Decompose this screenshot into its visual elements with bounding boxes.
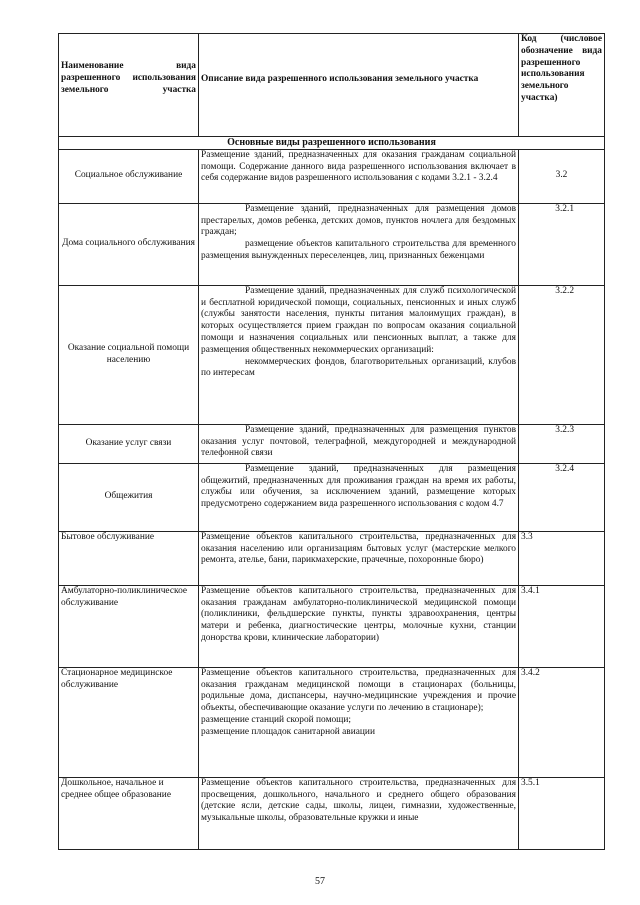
page-number: 57 [315,876,325,887]
row-description [199,285,519,424]
row-description-text: Размещение объектов капитального строительства, предназначенных для оказания гражданам амбулаторно-поликлинической медицинской помощи (поликлиники, фельдшерские пункты, пункты здравоохранения, центры матери и ребенка, диагностические центры, молочные кухни, станции донорства крови, клинические лаборатории) [201,585,516,643]
header-col-code: Код (числовое обозначение вида разрешенного использования земельного участка) [519,34,605,137]
section-row [59,137,605,150]
header-col-description: Описание вида разрешенного использования земельного участка [199,34,519,137]
row-name: Бытовое обслуживание [59,531,199,585]
table-row [59,667,605,777]
row-code: 3.3 [519,531,605,585]
land-use-table [58,33,605,850]
table-row [59,777,605,849]
row-description [199,667,519,777]
row-code: 3.2.4 [519,463,605,531]
row-description [199,149,519,203]
row-description-text: Размещение зданий, предназначенных для размещения общежитий, предназначенных для проживания граждан на время их работы, службы или обучения, за исключением зданий, размещение которых предусмотрено содержанием вида разрешенного использования с кодом 4.7 [201,463,516,510]
row-description [199,531,519,585]
row-description-text: Размещение зданий, предназначенных для размещения домов престарелых, домов ребенка, детских домов, пунктов ночлега для бездомных граждан; [201,203,516,238]
table-row [59,203,605,285]
row-name: Амбулаторно-поликлиническое обслуживание [59,585,199,667]
row-description-text: размещение объектов капитального строительства для временного размещения вынужденных переселенцев, лиц, признанных беженцами [201,239,516,261]
row-code: 3.2.3 [519,424,605,463]
row-description-text: некоммерческих фондов, благотворительных организаций, клубов по интересам [201,356,516,379]
table-row [59,463,605,531]
row-code: 3.2.2 [519,285,605,424]
table-row [59,149,605,203]
row-description [199,777,519,849]
row-description-text: Размещение объектов капитального строительства, предназначенных для оказания населению или организациям бытовых услуг (мастерские мелкого ремонта, ателье, бани, парикмахерские, прачечные, похоронные бюро) [201,531,516,566]
row-description-text: размещение площадок санитарной авиации [201,726,375,737]
section-title: Основные виды разрешенного использования [59,137,605,150]
row-code: 3.4.1 [519,585,605,667]
row-name: Общежития [59,463,199,531]
row-description-text: Размещение объектов капитального строительства, предназначенных для оказания гражданам медицинской помощи в стационарах (больницы, родильные дома, диспансеры, научно-медицинские учреждения и прочие объекты, обеспечивающие оказание услуги по лечению в стационаре); [201,667,516,714]
row-description [199,424,519,463]
row-description-text: размещение станций скорой помощи; [201,714,352,725]
table-row [59,531,605,585]
row-description-text: Размещение объектов капитального строительства, предназначенных для просвещения, дошкольного, начального и среднего общего образования (детские ясли, детские сады, школы, лицеи, гимназии, художественные, музыкальные школы, образовательные кружки и иные [201,777,516,824]
row-description [199,585,519,667]
row-code: 3.5.1 [519,777,605,849]
table-header-row [59,34,605,137]
table-row [59,285,605,424]
row-name: Дома социального обслуживания [59,203,199,285]
row-description [199,203,519,285]
row-name: Оказание социальной помощи населению [59,285,199,424]
table-row [59,585,605,667]
row-name: Оказание услуг связи [59,424,199,463]
row-description-text: Размещение зданий, предназначенных для служб психологической и бесплатной юридической помощи, социальных, пенсионных и иных служб (службы занятости населения, пункты питания малоимущих граждан), в которых осуществляется прием граждан по вопросам оказания социальной помощи и назначения социальных или пенсионных выплат, а также для размещения общественных некоммерческих организаций: [201,285,516,355]
row-code: 3.2 [519,149,605,203]
row-name: Дошкольное, начальное и среднее общее образование [59,777,199,849]
row-name: Социальное обслуживание [59,149,199,203]
row-code: 3.2.1 [519,203,605,285]
header-col-name: Наименование вида разрешенного использования земельного участка [59,34,199,137]
table-row [59,424,605,463]
row-description-text: Размещение зданий, предназначенных для размещения пунктов оказания услуг почтовой, телеграфной, междугородней и международной телефонной связи [201,424,516,459]
row-name: Стационарное медицинское обслуживание [59,667,199,777]
row-code: 3.4.2 [519,667,605,777]
row-description [199,463,519,531]
row-description-text: Размещение зданий, предназначенных для оказания гражданам социальной помощи. Содержание данного вида разрешенного использования включает в себя содержание видов разрешенного использования с кодами 3.2.1 - 3.2.4 [201,149,516,184]
